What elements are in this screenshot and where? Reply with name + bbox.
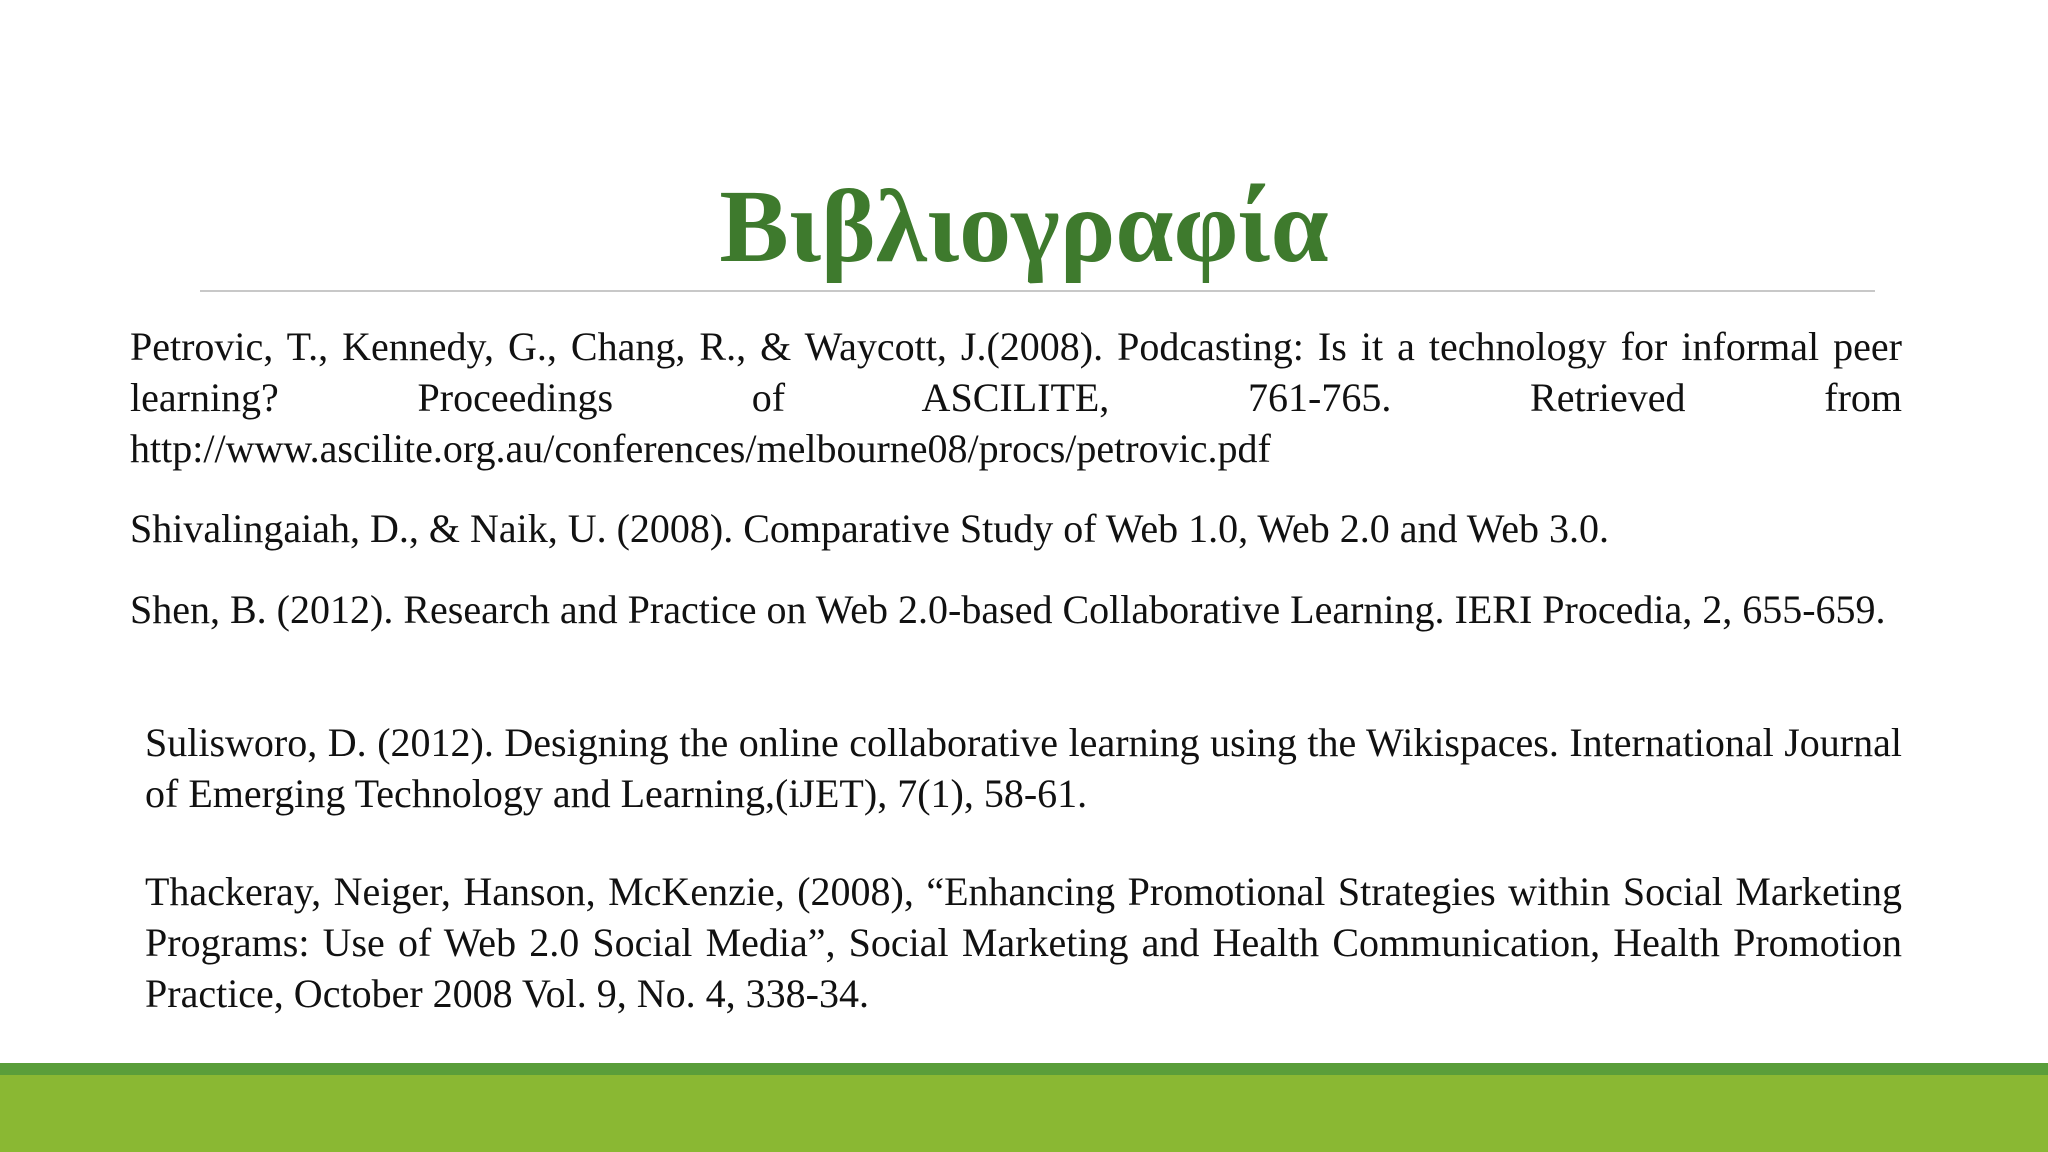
footer-band (0, 1075, 2048, 1152)
footer-accent-line (0, 1063, 2048, 1075)
reference-item: Sulisworo, D. (2012). Designing the online collaborative learning using the Wikispaces. International Journal of Emerging Technology and Learning,(iJET), 7(1), 58-61. (145, 720, 1902, 816)
reference-item: Shivalingaiah, D., & Naik, U. (2008). Comparative Study of Web 1.0, Web 2.0 and Web 3.0. (130, 506, 1610, 551)
reference-item: Thackeray, Neiger, Hanson, McKenzie, (2008), “Enhancing Promotional Strategies within Social Marketing Programs: Use of Web 2.0 Social Media”, Social Marketing and Health Communication, Health Promotion Practice, October 2008 Vol. 9, No. 4, 338-34. (145, 869, 1902, 1016)
slide-title: Βιβλιογραφία (719, 169, 1329, 284)
reference-item: Shen, B. (2012). Research and Practice on Web 2.0-based Collaborative Learning. IERI Procedia, 2, 655-659. (130, 587, 1886, 632)
title-divider (200, 290, 1875, 292)
reference-item: Petrovic, T., Kennedy, G., Chang, R., & Waycott, J.(2008). Podcasting: Is it a technology for informal peer learning? Proceedings of ASCILITE, 761-765. Retrieved from http://www.ascilite.org.au/conferences/melbourne08/procs/petrovic.pdf (130, 324, 1902, 471)
